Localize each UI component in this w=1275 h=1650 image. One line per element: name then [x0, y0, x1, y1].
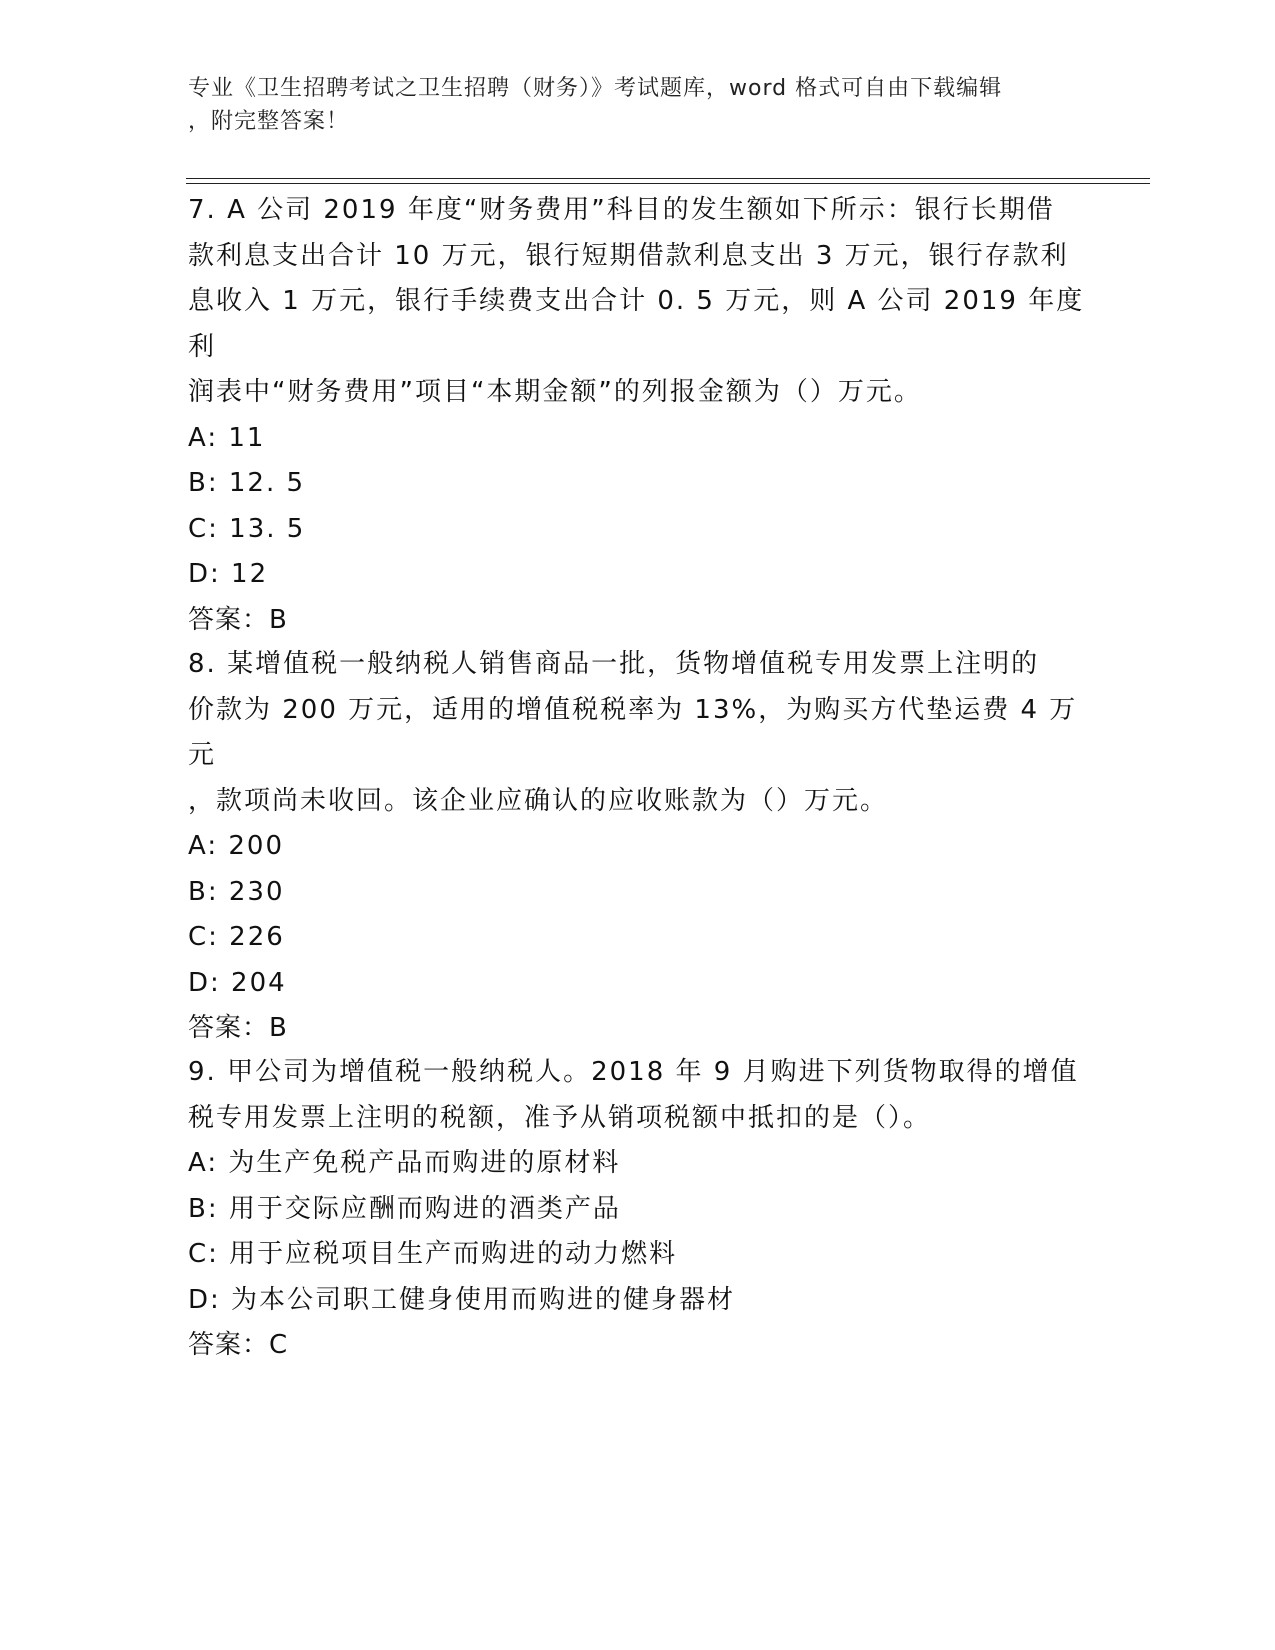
- question-stem-line: 7. A 公司 2019 年度“财务费用”科目的发生额如下所示：银行长期借: [188, 195, 1055, 225]
- option-c: C: 226: [188, 922, 285, 952]
- question-8: [188, 642, 1088, 1052]
- question-stem-line: 息收入 1 万元，银行手续费支出合计 0. 5 万元，则 A 公司 2019 年度利: [188, 286, 1085, 362]
- answer-label: 答案：C: [188, 1330, 289, 1360]
- question-stem-line: 润表中“财务费用”项目“本期金额”的列报金额为（）万元。: [188, 377, 922, 407]
- question-stem-line: 税专用发票上注明的税额，准予从销项税额中抵扣的是（）。: [188, 1102, 932, 1133]
- document-header: [188, 72, 1068, 138]
- option-d: D: 12: [188, 559, 269, 589]
- option-a: A: 11: [188, 422, 266, 453]
- header-divider-top: [186, 178, 1150, 179]
- question-stem-line: 9. 甲公司为增值税一般纳税人。2018 年 9 月购进下列货物取得的增值: [188, 1057, 1079, 1087]
- option-d: D: 为本公司职工健身使用而购进的健身器材: [188, 1284, 736, 1315]
- question-9: [188, 1050, 1088, 1369]
- answer-label: 答案：B: [188, 604, 288, 635]
- option-c: C: 13. 5: [188, 513, 306, 544]
- option-b: B: 230: [188, 876, 285, 907]
- answer-label: 答案：B: [188, 1013, 288, 1043]
- header-line-2: ，附完整答案！: [188, 109, 350, 134]
- question-stem-line: ，款项尚未收回。该企业应确认的应收账款为（）万元。: [188, 785, 889, 816]
- question-7: [188, 188, 1088, 643]
- header-divider-bottom: [186, 183, 1150, 184]
- question-stem-line: 8. 某增值税一般纳税人销售商品一批，货物增值税专用发票上注明的: [188, 649, 1040, 679]
- option-d: D: 204: [188, 967, 287, 998]
- option-b: B: 用于交际应酬而购进的酒类产品: [188, 1193, 621, 1224]
- option-c: C: 用于应税项目生产而购进的动力燃料: [188, 1239, 678, 1269]
- header-line-1: 专业《卫生招聘考试之卫生招聘（财务）》考试题库，word 格式可自由下载编辑: [188, 76, 1003, 101]
- option-a: A: 200: [188, 831, 284, 861]
- option-a: A: 为生产免税产品而购进的原材料: [188, 1148, 621, 1178]
- question-stem-line: 款利息支出合计 10 万元，银行短期借款利息支出 3 万元，银行存款利: [188, 240, 1069, 271]
- question-stem-line: 价款为 200 万元，适用的增值税税率为 13%，为购买方代垫运费 4 万元: [188, 694, 1078, 770]
- option-b: B: 12. 5: [188, 468, 306, 498]
